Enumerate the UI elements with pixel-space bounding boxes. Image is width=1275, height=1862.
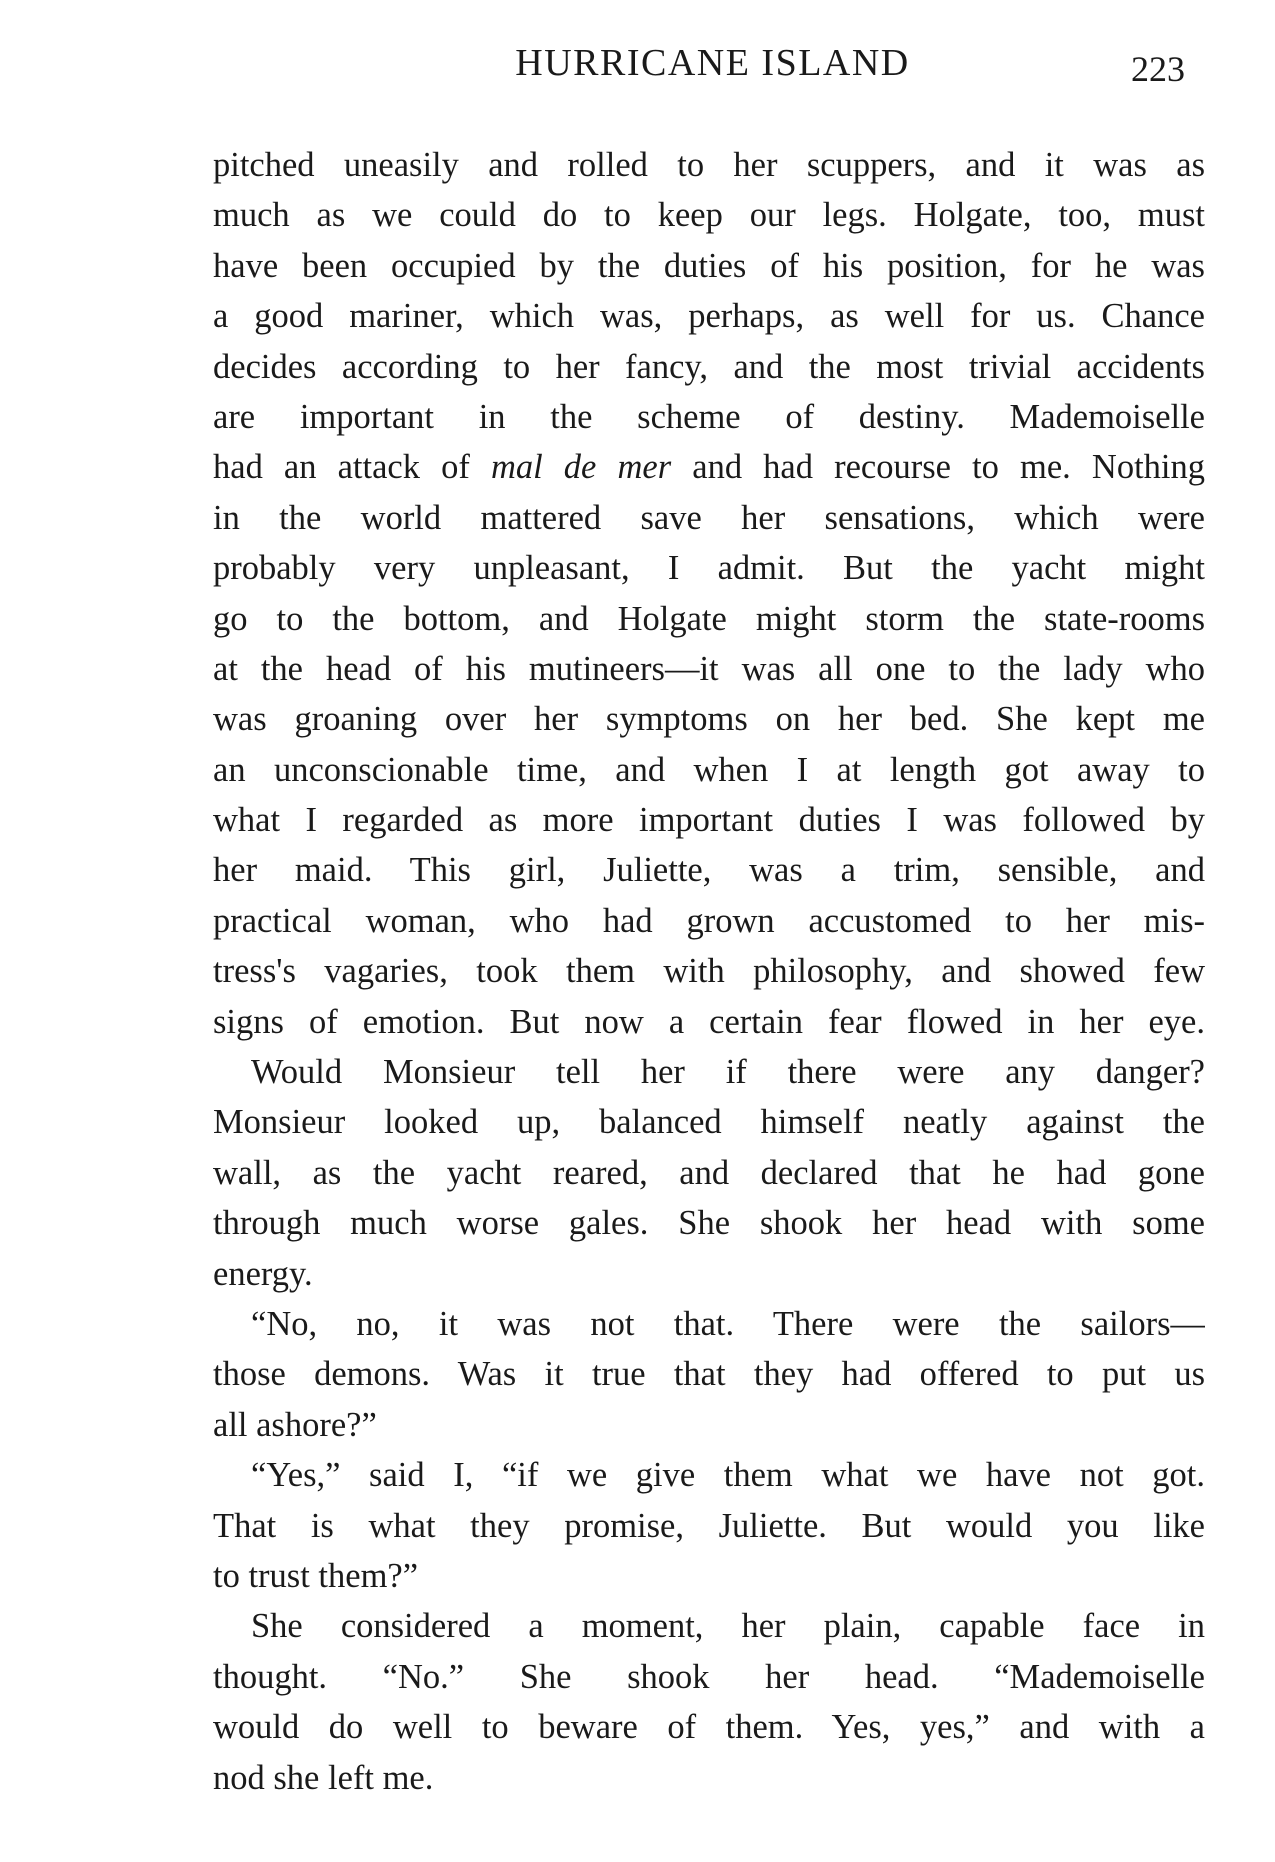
text-line-content: a good mariner, which was, perhaps, as well for us. Chance <box>213 297 1205 336</box>
text-line <box>213 1249 1205 1299</box>
text-line-content: Would Monsieur tell her if there were any danger? <box>251 1053 1205 1092</box>
text-line <box>213 1501 1205 1551</box>
text-line-content: pitched uneasily and rolled to her scuppers, and it was as <box>213 146 1205 184</box>
body-text <box>213 140 1205 1803</box>
text-line-content: practical woman, who had grown accustomed to her mis- <box>213 901 1205 940</box>
text-line <box>213 1097 1205 1147</box>
text-line <box>213 1047 1205 1097</box>
text-line <box>213 140 1205 190</box>
text-line <box>213 845 1205 895</box>
text-line-content: was groaning over her symptoms on her bed. She kept me <box>213 700 1205 739</box>
page-number: 223 <box>1131 49 1185 89</box>
text-line <box>213 795 1205 845</box>
text-line <box>213 1299 1205 1349</box>
text-line <box>213 442 1205 492</box>
text-line-content: tress's vagaries, took them with philosophy, and showed few <box>213 952 1205 991</box>
text-line-content: have been occupied by the duties of his position, for he was <box>213 246 1205 285</box>
text-line <box>213 190 1205 240</box>
text-line-content: are important in the scheme of destiny. Mademoiselle <box>213 397 1205 436</box>
text-line-content: decides according to her fancy, and the most trivial accidents <box>213 347 1205 386</box>
text-line-content: in the world mattered save her sensations, which were <box>213 498 1205 537</box>
text-line-content: signs of emotion. But now a certain fear flowed in her eye. <box>213 1002 1205 1041</box>
text-line <box>213 1702 1205 1752</box>
text-line-content: “No, no, it was not that. There were the sailors— <box>251 1304 1205 1343</box>
text-line <box>213 543 1205 593</box>
text-line <box>213 1349 1205 1399</box>
text-line <box>213 1400 1205 1450</box>
text-line <box>213 1148 1205 1198</box>
text-line <box>213 644 1205 694</box>
text-line <box>213 594 1205 644</box>
text-line-content: wall, as the yacht reared, and declared that he had gone <box>213 1153 1205 1192</box>
text-line-content: probably very unpleasant, I admit. But the yacht might <box>213 549 1205 588</box>
text-line-content: through much worse gales. She shook her head with some <box>213 1204 1205 1243</box>
text-line <box>213 1601 1205 1651</box>
text-line-content: That is what they promise, Juliette. But would you like <box>213 1506 1205 1545</box>
text-line-content: She considered a moment, her plain, capable face in <box>251 1607 1205 1646</box>
text-line-content: those demons. Was it true that they had offered to put us <box>213 1355 1205 1394</box>
text-line <box>213 342 1205 392</box>
text-line <box>213 896 1205 946</box>
text-line-content: at the head of his mutineers—it was all one to the lady who <box>213 649 1205 688</box>
text-line-content: and had recourse to me. Nothing <box>671 448 1205 487</box>
text-line <box>213 946 1205 996</box>
text-line-content: Monsieur looked up, balanced himself neatly against the <box>213 1103 1205 1142</box>
text-line-content: to trust them?” <box>213 1556 419 1595</box>
text-line <box>213 392 1205 442</box>
text-line-content: an unconscionable time, and when I at length got away to <box>213 750 1205 789</box>
text-line-content: her maid. This girl, Juliette, was a trim, sensible, and <box>213 851 1205 890</box>
text-line <box>213 241 1205 291</box>
text-line <box>213 1450 1205 1500</box>
text-line <box>213 745 1205 795</box>
text-line-content: what I regarded as more important duties I was followed by <box>213 801 1205 840</box>
running-title: HURRICANE ISLAND <box>515 42 910 84</box>
text-line-content: thought. “No.” She shook her head. “Mademoiselle <box>213 1657 1205 1696</box>
text-line <box>213 694 1205 744</box>
text-line-content: go to the bottom, and Holgate might storm the state-rooms <box>213 599 1205 638</box>
text-line-content: had an attack of <box>213 448 491 487</box>
text-line <box>213 1652 1205 1702</box>
text-line <box>213 493 1205 543</box>
text-line-content: much as we could do to keep our legs. Holgate, too, must <box>213 196 1205 235</box>
text-line <box>213 1753 1205 1803</box>
text-line <box>213 291 1205 341</box>
text-line-content: nod she left me. <box>213 1758 434 1797</box>
text-line-content: “Yes,” said I, “if we give them what we have not got. <box>251 1456 1205 1495</box>
text-line-content: all ashore?” <box>213 1405 377 1444</box>
italic-phrase: mal de mer <box>490 448 672 487</box>
text-line <box>213 997 1205 1047</box>
text-line-content: would do well to beware of them. Yes, yes,” and with a <box>213 1708 1205 1747</box>
text-line <box>213 1551 1205 1601</box>
running-head <box>210 38 1215 88</box>
text-line-content: energy. <box>213 1254 313 1293</box>
text-line <box>213 1198 1205 1248</box>
